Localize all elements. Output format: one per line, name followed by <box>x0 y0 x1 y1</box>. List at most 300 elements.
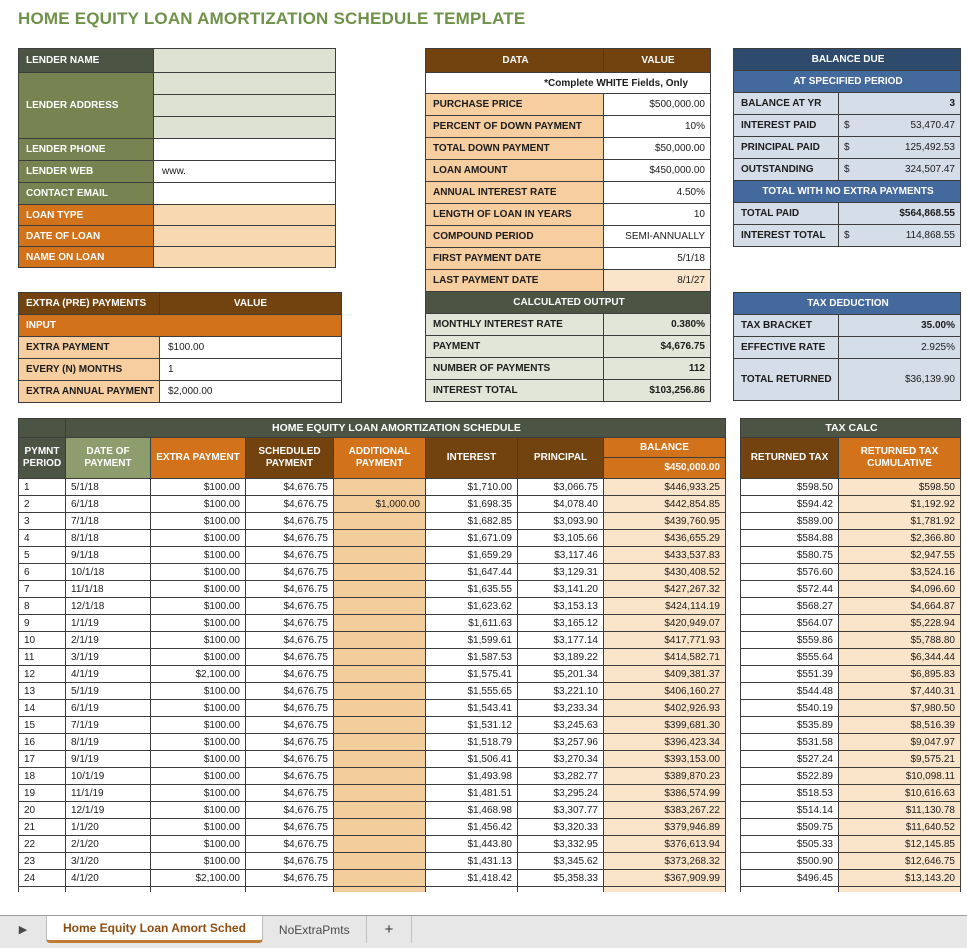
returned-tax-cell[interactable]: $572.44 <box>741 581 839 598</box>
schedule-cell[interactable]: 22 <box>19 836 66 853</box>
schedule-cell[interactable]: $4,676.75 <box>246 496 334 513</box>
schedule-cell[interactable]: 11 <box>19 649 66 666</box>
lender-address-input-3[interactable] <box>154 117 336 139</box>
schedule-cell[interactable]: $4,676.75 <box>246 564 334 581</box>
row-value-input[interactable]: 1 <box>159 359 341 381</box>
schedule-cell[interactable]: 11/1/18 <box>66 581 151 598</box>
schedule-cell[interactable]: 4 <box>19 530 66 547</box>
schedule-cell[interactable] <box>66 887 151 892</box>
schedule-cell[interactable] <box>334 887 426 892</box>
schedule-cell[interactable]: 17 <box>19 751 66 768</box>
contact-email-input[interactable] <box>154 183 336 205</box>
schedule-cell[interactable]: $100.00 <box>151 496 246 513</box>
schedule-cell[interactable] <box>334 870 426 887</box>
schedule-cell[interactable]: $396,423.34 <box>604 734 726 751</box>
schedule-cell[interactable]: $3,345.62 <box>518 853 604 870</box>
row-value[interactable]: 3 <box>839 93 961 115</box>
returned-tax-cell[interactable]: $535.89 <box>741 717 839 734</box>
schedule-cell[interactable]: 15 <box>19 717 66 734</box>
schedule-cell[interactable]: 4/1/19 <box>66 666 151 683</box>
returned-tax-cell[interactable]: $589.00 <box>741 513 839 530</box>
schedule-cell[interactable]: $417,771.93 <box>604 632 726 649</box>
schedule-cell[interactable]: $439,760.95 <box>604 513 726 530</box>
schedule-cell[interactable]: $100.00 <box>151 564 246 581</box>
schedule-cell[interactable]: $4,676.75 <box>246 717 334 734</box>
schedule-cell[interactable]: 12/1/18 <box>66 598 151 615</box>
schedule-cell[interactable]: $3,093.90 <box>518 513 604 530</box>
schedule-cell[interactable]: $3,307.77 <box>518 802 604 819</box>
schedule-cell[interactable]: 12 <box>19 666 66 683</box>
returned-tax-cell[interactable] <box>741 887 839 892</box>
schedule-cell[interactable]: $100.00 <box>151 513 246 530</box>
schedule-cell[interactable]: 3 <box>19 513 66 530</box>
schedule-cell[interactable]: 8/1/18 <box>66 530 151 547</box>
schedule-cell[interactable]: $4,676.75 <box>246 649 334 666</box>
schedule-cell[interactable]: 9/1/18 <box>66 547 151 564</box>
schedule-cell[interactable] <box>604 887 726 892</box>
schedule-cell[interactable] <box>151 887 246 892</box>
schedule-cell[interactable]: $409,381.37 <box>604 666 726 683</box>
row-value-input[interactable]: $100.00 <box>159 337 341 359</box>
col-interest: INTEREST <box>426 438 518 479</box>
returned-tax-cell[interactable]: $505.33 <box>741 836 839 853</box>
schedule-cell[interactable]: $1,623.62 <box>426 598 518 615</box>
schedule-cell[interactable]: $1,493.98 <box>426 768 518 785</box>
row-value-input[interactable]: $2,000.00 <box>159 381 341 403</box>
schedule-cell[interactable]: $436,655.29 <box>604 530 726 547</box>
returned-tax-cell[interactable]: $584.88 <box>741 530 839 547</box>
schedule-cell[interactable]: $3,189.22 <box>518 649 604 666</box>
schedule-cell[interactable]: $4,676.75 <box>246 734 334 751</box>
row-value-input[interactable]: SEMI-ANNUALLY <box>604 226 711 248</box>
row-label: INTEREST TOTAL <box>426 380 604 402</box>
schedule-cell[interactable]: $3,177.14 <box>518 632 604 649</box>
row-value[interactable]: $ 324,507.47 <box>839 159 961 181</box>
schedule-cell[interactable]: 1 <box>19 479 66 496</box>
row-label: LENGTH OF LOAN IN YEARS <box>426 204 604 226</box>
schedule-cell[interactable]: $3,117.46 <box>518 547 604 564</box>
row-value: $103,256.86 <box>604 380 711 402</box>
row-value[interactable]: $36,139.90 <box>839 359 961 401</box>
sheet-tab-noextrapmts[interactable] <box>263 916 367 943</box>
schedule-row <box>19 513 726 530</box>
schedule-cell[interactable] <box>334 836 426 853</box>
schedule-cell[interactable] <box>334 513 426 530</box>
schedule-cell[interactable]: $1,531.12 <box>426 717 518 734</box>
returned-tax-cumulative-cell[interactable]: $12,646.75 <box>839 853 961 870</box>
schedule-cell[interactable]: 10/1/19 <box>66 768 151 785</box>
schedule-cell[interactable]: $100.00 <box>151 683 246 700</box>
schedule-cell[interactable]: $4,676.75 <box>246 615 334 632</box>
schedule-cell[interactable]: $406,160.27 <box>604 683 726 700</box>
schedule-cell[interactable] <box>334 717 426 734</box>
schedule-cell[interactable] <box>334 853 426 870</box>
returned-tax-cumulative-cell[interactable]: $1,192.92 <box>839 496 961 513</box>
row-value-input[interactable]: 10 <box>604 204 711 226</box>
lender-address-input-1[interactable] <box>154 73 336 95</box>
schedule-cell[interactable]: 2/1/19 <box>66 632 151 649</box>
schedule-cell[interactable] <box>334 615 426 632</box>
schedule-cell[interactable]: $3,105.66 <box>518 530 604 547</box>
schedule-cell[interactable]: 5/1/18 <box>66 479 151 496</box>
schedule-cell[interactable]: $100.00 <box>151 836 246 853</box>
schedule-cell[interactable]: $3,129.31 <box>518 564 604 581</box>
returned-tax-cell[interactable]: $514.14 <box>741 802 839 819</box>
schedule-cell[interactable]: 24 <box>19 870 66 887</box>
schedule-cell[interactable]: $3,282.77 <box>518 768 604 785</box>
schedule-cell[interactable]: $442,854.85 <box>604 496 726 513</box>
schedule-cell[interactable]: $402,926.93 <box>604 700 726 717</box>
schedule-cell[interactable]: $100.00 <box>151 768 246 785</box>
schedule-cell[interactable] <box>334 683 426 700</box>
schedule-cell[interactable]: $1,710.00 <box>426 479 518 496</box>
returned-tax-cell[interactable]: $555.64 <box>741 649 839 666</box>
schedule-cell[interactable]: $424,114.19 <box>604 598 726 615</box>
returned-tax-cell[interactable]: $580.75 <box>741 547 839 564</box>
schedule-cell[interactable]: $1,555.65 <box>426 683 518 700</box>
schedule-cell[interactable]: 8/1/19 <box>66 734 151 751</box>
schedule-cell[interactable] <box>334 819 426 836</box>
schedule-cell[interactable]: $414,582.71 <box>604 649 726 666</box>
schedule-cell[interactable]: $430,408.52 <box>604 564 726 581</box>
row-value[interactable]: 2.925% <box>839 337 961 359</box>
returned-tax-cumulative-cell[interactable]: $598.50 <box>839 479 961 496</box>
schedule-cell[interactable]: $4,676.75 <box>246 547 334 564</box>
schedule-cell[interactable]: 6 <box>19 564 66 581</box>
schedule-cell[interactable]: $2,100.00 <box>151 666 246 683</box>
schedule-cell[interactable]: $1,587.53 <box>426 649 518 666</box>
schedule-cell[interactable]: $4,078.40 <box>518 496 604 513</box>
schedule-cell[interactable]: 3/1/19 <box>66 649 151 666</box>
schedule-cell[interactable]: 16 <box>19 734 66 751</box>
schedule-cell[interactable]: 23 <box>19 853 66 870</box>
schedule-cell[interactable] <box>334 751 426 768</box>
returned-tax-cumulative-cell[interactable]: $9,575.21 <box>839 751 961 768</box>
returned-tax-cumulative-cell[interactable]: $5,228.94 <box>839 615 961 632</box>
returned-tax-cell[interactable]: $527.24 <box>741 751 839 768</box>
schedule-cell[interactable] <box>334 581 426 598</box>
schedule-cell[interactable]: 1/1/19 <box>66 615 151 632</box>
row-value-input[interactable]: 8/1/27 <box>604 270 711 292</box>
sheet-tab-home-equity[interactable] <box>46 916 263 943</box>
returned-tax-cell[interactable]: $559.86 <box>741 632 839 649</box>
schedule-row <box>19 700 726 717</box>
schedule-cell[interactable]: $3,257.96 <box>518 734 604 751</box>
schedule-cell[interactable]: $1,518.79 <box>426 734 518 751</box>
schedule-cell[interactable]: $100.00 <box>151 632 246 649</box>
returned-tax-cell[interactable]: $522.89 <box>741 768 839 785</box>
schedule-cell[interactable]: $1,659.29 <box>426 547 518 564</box>
schedule-cell[interactable]: $4,676.75 <box>246 683 334 700</box>
schedule-cell[interactable]: $1,000.00 <box>334 496 426 513</box>
schedule-cell[interactable]: $1,506.41 <box>426 751 518 768</box>
schedule-cell[interactable]: $3,141.20 <box>518 581 604 598</box>
schedule-cell[interactable]: $100.00 <box>151 479 246 496</box>
row-value[interactable]: $ 125,492.53 <box>839 137 961 159</box>
schedule-cell[interactable]: 7/1/18 <box>66 513 151 530</box>
returned-tax-cell[interactable]: $540.19 <box>741 700 839 717</box>
schedule-cell[interactable]: $100.00 <box>151 785 246 802</box>
schedule-cell[interactable]: 7/1/19 <box>66 717 151 734</box>
schedule-cell[interactable]: $1,468.98 <box>426 802 518 819</box>
schedule-cell[interactable]: 2 <box>19 496 66 513</box>
schedule-cell[interactable]: 11/1/19 <box>66 785 151 802</box>
schedule-cell[interactable]: $3,320.33 <box>518 819 604 836</box>
schedule-cell[interactable]: $1,456.42 <box>426 819 518 836</box>
schedule-cell[interactable]: $100.00 <box>151 819 246 836</box>
schedule-cell[interactable]: $100.00 <box>151 615 246 632</box>
calculated-row <box>426 358 711 380</box>
schedule-cell[interactable]: 13 <box>19 683 66 700</box>
schedule-cell[interactable]: $4,676.75 <box>246 785 334 802</box>
schedule-cell[interactable]: $4,676.75 <box>246 530 334 547</box>
schedule-cell[interactable]: $4,676.75 <box>246 632 334 649</box>
schedule-cell[interactable]: $4,676.75 <box>246 768 334 785</box>
schedule-cell[interactable]: 6/1/19 <box>66 700 151 717</box>
row-value-input[interactable]: 10% <box>604 116 711 138</box>
returned-tax-cell[interactable]: $598.50 <box>741 479 839 496</box>
schedule-cell[interactable]: 7 <box>19 581 66 598</box>
schedule-cell[interactable]: 14 <box>19 700 66 717</box>
schedule-cell[interactable] <box>334 700 426 717</box>
schedule-cell[interactable]: $420,949.07 <box>604 615 726 632</box>
returned-tax-cumulative-cell[interactable]: $13,143.20 <box>839 870 961 887</box>
schedule-cell[interactable]: 21 <box>19 819 66 836</box>
schedule-cell[interactable]: $1,543.41 <box>426 700 518 717</box>
schedule-cell[interactable]: $1,611.63 <box>426 615 518 632</box>
schedule-cell[interactable]: $3,270.34 <box>518 751 604 768</box>
schedule-cell[interactable]: 20 <box>19 802 66 819</box>
schedule-cell[interactable] <box>518 887 604 892</box>
schedule-cell[interactable]: $373,268.32 <box>604 853 726 870</box>
schedule-cell[interactable]: $4,676.75 <box>246 700 334 717</box>
row-value-input[interactable]: $500,000.00 <box>604 94 711 116</box>
schedule-cell[interactable]: $4,676.75 <box>246 598 334 615</box>
schedule-cell[interactable]: $100.00 <box>151 581 246 598</box>
schedule-cell[interactable]: 9 <box>19 615 66 632</box>
loan-type-input[interactable] <box>154 205 336 226</box>
schedule-cell[interactable]: $1,635.55 <box>426 581 518 598</box>
schedule-cell[interactable]: 9/1/19 <box>66 751 151 768</box>
returned-tax-cumulative-cell[interactable]: $9,047.97 <box>839 734 961 751</box>
returned-tax-cumulative-cell[interactable]: $7,440.31 <box>839 683 961 700</box>
date-of-loan-input[interactable] <box>154 226 336 247</box>
row-value[interactable]: $ 114,868.55 <box>839 225 961 247</box>
schedule-cell[interactable]: $100.00 <box>151 717 246 734</box>
returned-tax-cumulative-cell[interactable] <box>839 887 961 892</box>
schedule-cell[interactable] <box>334 530 426 547</box>
schedule-cell[interactable] <box>334 649 426 666</box>
row-value[interactable]: $564,868.55 <box>839 203 961 225</box>
schedule-cell[interactable]: $4,676.75 <box>246 513 334 530</box>
schedule-cell[interactable]: $1,575.41 <box>426 666 518 683</box>
returned-tax-cell[interactable]: $576.60 <box>741 564 839 581</box>
row-value-input[interactable]: $50,000.00 <box>604 138 711 160</box>
schedule-cell[interactable]: 1/1/20 <box>66 819 151 836</box>
schedule-cell[interactable]: $100.00 <box>151 547 246 564</box>
schedule-cell[interactable]: $4,676.75 <box>246 836 334 853</box>
returned-tax-cumulative-cell[interactable]: $1,781.92 <box>839 513 961 530</box>
returned-tax-cell[interactable]: $564.07 <box>741 615 839 632</box>
schedule-cell[interactable]: $100.00 <box>151 530 246 547</box>
schedule-cell[interactable]: $2,100.00 <box>151 870 246 887</box>
schedule-cell[interactable]: $100.00 <box>151 598 246 615</box>
returned-tax-cell[interactable]: $594.42 <box>741 496 839 513</box>
returned-tax-cell[interactable]: $509.75 <box>741 819 839 836</box>
schedule-cell[interactable]: 5 <box>19 547 66 564</box>
schedule-cell[interactable]: $1,698.35 <box>426 496 518 513</box>
schedule-cell[interactable]: $5,358.33 <box>518 870 604 887</box>
schedule-cell[interactable] <box>334 734 426 751</box>
returned-tax-cumulative-cell[interactable]: $4,096.60 <box>839 581 961 598</box>
row-value-input[interactable]: 5/1/18 <box>604 248 711 270</box>
schedule-cell[interactable]: $367,909.99 <box>604 870 726 887</box>
returned-tax-cumulative-cell[interactable]: $2,947.55 <box>839 547 961 564</box>
schedule-cell[interactable]: $4,676.75 <box>246 853 334 870</box>
schedule-cell[interactable]: $100.00 <box>151 649 246 666</box>
row-label: PERCENT OF DOWN PAYMENT <box>426 116 604 138</box>
returned-tax-cumulative-cell[interactable]: $11,640.52 <box>839 819 961 836</box>
schedule-cell[interactable]: $4,676.75 <box>246 819 334 836</box>
schedule-cell[interactable]: $5,201.34 <box>518 666 604 683</box>
row-value-input[interactable]: 4.50% <box>604 182 711 204</box>
schedule-cell[interactable]: $4,676.75 <box>246 751 334 768</box>
schedule-cell[interactable]: 3/1/20 <box>66 853 151 870</box>
returned-tax-cell[interactable]: $544.48 <box>741 683 839 700</box>
schedule-row <box>19 819 726 836</box>
schedule-cell[interactable] <box>334 479 426 496</box>
schedule-cell[interactable]: 4/1/20 <box>66 870 151 887</box>
tax-calc-row-partial <box>741 887 961 892</box>
schedule-cell[interactable] <box>334 564 426 581</box>
schedule-cell[interactable] <box>19 887 66 892</box>
schedule-cell[interactable]: $3,153.13 <box>518 598 604 615</box>
schedule-cell[interactable]: $1,481.51 <box>426 785 518 802</box>
schedule-cell[interactable]: $393,153.00 <box>604 751 726 768</box>
schedule-cell[interactable] <box>334 785 426 802</box>
schedule-cell[interactable]: 5/1/19 <box>66 683 151 700</box>
returned-tax-cumulative-cell[interactable]: $10,098.11 <box>839 768 961 785</box>
returned-tax-cumulative-cell[interactable]: $12,145.85 <box>839 836 961 853</box>
lender-address-input-2[interactable] <box>154 95 336 117</box>
schedule-cell[interactable]: $4,676.75 <box>246 666 334 683</box>
schedule-cell[interactable]: $3,165.12 <box>518 615 604 632</box>
col-additional-payment: ADDITIONAL PAYMENT <box>334 438 426 479</box>
schedule-cell[interactable]: $433,537.83 <box>604 547 726 564</box>
schedule-cell[interactable]: $4,676.75 <box>246 802 334 819</box>
schedule-cell[interactable] <box>334 768 426 785</box>
schedule-cell[interactable]: $100.00 <box>151 751 246 768</box>
schedule-cell[interactable]: $3,221.10 <box>518 683 604 700</box>
schedule-cell[interactable]: $1,682.85 <box>426 513 518 530</box>
returned-tax-cell[interactable]: $518.53 <box>741 785 839 802</box>
schedule-cell[interactable]: $3,245.63 <box>518 717 604 734</box>
schedule-cell[interactable] <box>426 887 518 892</box>
schedule-cell[interactable]: $383,267.22 <box>604 802 726 819</box>
schedule-cell[interactable]: $4,676.75 <box>246 870 334 887</box>
schedule-cell[interactable]: $3,332.95 <box>518 836 604 853</box>
schedule-cell[interactable]: $4,676.75 <box>246 479 334 496</box>
add-sheet-button[interactable] <box>367 916 413 943</box>
returned-tax-cell[interactable]: $551.39 <box>741 666 839 683</box>
schedule-cell[interactable]: 18 <box>19 768 66 785</box>
schedule-cell[interactable]: $399,681.30 <box>604 717 726 734</box>
schedule-row <box>19 530 726 547</box>
row-value[interactable]: 35.00% <box>839 315 961 337</box>
row-value[interactable]: $ 53,470.47 <box>839 115 961 137</box>
returned-tax-cumulative-cell[interactable]: $6,344.44 <box>839 649 961 666</box>
lender-phone-input[interactable] <box>154 139 336 161</box>
schedule-cell[interactable]: 10 <box>19 632 66 649</box>
schedule-cell[interactable]: $376,613.94 <box>604 836 726 853</box>
returned-tax-cell[interactable]: $496.45 <box>741 870 839 887</box>
schedule-cell[interactable]: 8 <box>19 598 66 615</box>
schedule-cell[interactable] <box>334 547 426 564</box>
returned-tax-cell[interactable]: $568.27 <box>741 598 839 615</box>
schedule-cell[interactable]: $3,066.75 <box>518 479 604 496</box>
schedule-cell[interactable]: $1,671.09 <box>426 530 518 547</box>
schedule-cell[interactable]: 12/1/19 <box>66 802 151 819</box>
lender-name-input[interactable] <box>154 49 336 73</box>
schedule-cell[interactable] <box>334 666 426 683</box>
returned-tax-cumulative-cell[interactable]: $5,788.80 <box>839 632 961 649</box>
schedule-cell[interactable]: $386,574.99 <box>604 785 726 802</box>
tax-calc-row <box>741 530 961 547</box>
schedule-cell[interactable]: $389,870.23 <box>604 768 726 785</box>
schedule-row <box>19 479 726 496</box>
returned-tax-cumulative-cell[interactable]: $3,524.16 <box>839 564 961 581</box>
schedule-cell[interactable]: 2/1/20 <box>66 836 151 853</box>
sheet-scroll-button[interactable] <box>0 916 46 943</box>
row-value-input[interactable]: $450,000.00 <box>604 160 711 182</box>
schedule-cell[interactable]: $1,443.80 <box>426 836 518 853</box>
schedule-cell[interactable]: $1,431.13 <box>426 853 518 870</box>
schedule-cell[interactable] <box>334 632 426 649</box>
schedule-cell[interactable]: $446,933.25 <box>604 479 726 496</box>
returned-tax-cumulative-cell[interactable]: $4,664.87 <box>839 598 961 615</box>
returned-tax-cell[interactable]: $500.90 <box>741 853 839 870</box>
schedule-cell[interactable]: $1,647.44 <box>426 564 518 581</box>
name-on-loan-input[interactable] <box>154 247 336 268</box>
schedule-cell[interactable] <box>246 887 334 892</box>
date-of-loan-label: DATE OF LOAN <box>19 226 154 247</box>
schedule-cell[interactable]: $100.00 <box>151 700 246 717</box>
schedule-cell[interactable]: $3,233.34 <box>518 700 604 717</box>
returned-tax-cumulative-cell[interactable]: $7,980.50 <box>839 700 961 717</box>
returned-tax-cumulative-cell[interactable]: $10,616.63 <box>839 785 961 802</box>
schedule-cell[interactable]: 6/1/18 <box>66 496 151 513</box>
returned-tax-cumulative-cell[interactable]: $6,895.83 <box>839 666 961 683</box>
schedule-cell[interactable]: 10/1/18 <box>66 564 151 581</box>
schedule-cell[interactable]: $100.00 <box>151 734 246 751</box>
returned-tax-cell[interactable]: $531.58 <box>741 734 839 751</box>
lender-web-input[interactable]: www. <box>154 161 336 183</box>
schedule-cell[interactable]: $100.00 <box>151 802 246 819</box>
schedule-cell[interactable]: $100.00 <box>151 853 246 870</box>
schedule-cell[interactable] <box>334 598 426 615</box>
schedule-cell[interactable]: $427,267.32 <box>604 581 726 598</box>
schedule-cell[interactable]: $4,676.75 <box>246 581 334 598</box>
schedule-cell[interactable]: 19 <box>19 785 66 802</box>
returned-tax-cumulative-cell[interactable]: $2,366.80 <box>839 530 961 547</box>
schedule-cell[interactable]: $1,599.61 <box>426 632 518 649</box>
returned-tax-cumulative-cell[interactable]: $11,130.78 <box>839 802 961 819</box>
schedule-cell[interactable]: $379,946.89 <box>604 819 726 836</box>
schedule-cell[interactable]: $1,418.42 <box>426 870 518 887</box>
returned-tax-cumulative-cell[interactable]: $8,516.39 <box>839 717 961 734</box>
schedule-cell[interactable]: $3,295.24 <box>518 785 604 802</box>
schedule-cell[interactable] <box>334 802 426 819</box>
